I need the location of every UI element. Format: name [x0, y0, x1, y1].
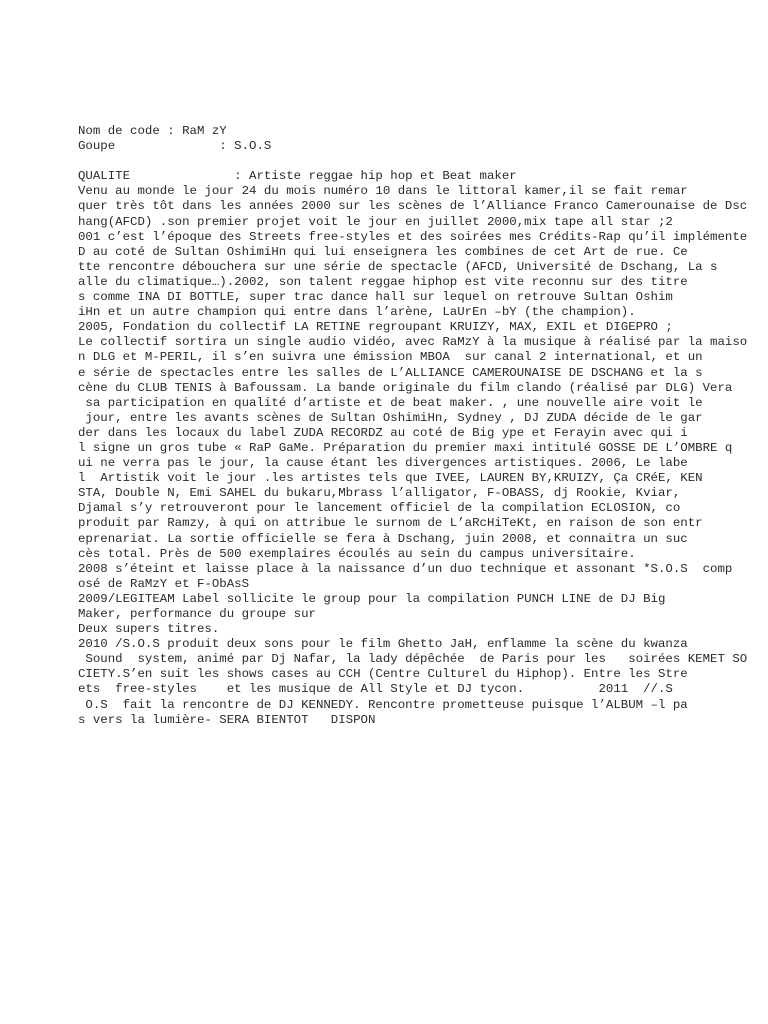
text-line: 2005, Fondation du collectif LA RETINE regroupant KRUIZY, MAX, EXIL et DIGEPRO ; — [78, 320, 673, 335]
text-line: Deux supers titres. — [78, 622, 220, 637]
text-line: jour, entre les avants scènes de Sultan OshimiHn, Sydney , DJ ZUDA décide de le gar — [78, 410, 703, 425]
text-line: s comme INA DI BOTTLE, super trac dance hall sur lequel on retrouve Sultan Oshim — [78, 290, 673, 305]
text-line: 001 c’est l’époque des Streets free-styles et des soirées mes Crédits-Rap qu’il implémente — [78, 229, 748, 244]
text-line: iHn et un autre champion qui entre dans l’arène, LaUrEn –bY (the champion). — [78, 305, 636, 320]
blank-line — [78, 154, 768, 169]
text-line: l signe un gros tube « RaP GaMe. Préparation du premier maxi intitulé GOSSE DE L’OMBRE q — [78, 440, 733, 455]
text-line: O.S fait la rencontre de DJ KENNEDY. Rencontre prometteuse puisque l’ALBUM –l pa — [78, 697, 688, 712]
text-line: CIETY.S’en suit les shows cases au CCH (Centre Culturel du Hiphop). Entre les Stre — [78, 667, 688, 682]
text-line: eprenariat. La sortie officielle se fera à Dschang, juin 2008, et connaitra un suc — [78, 531, 688, 546]
text-line: Venu au monde le jour 24 du mois numéro 10 dans le littoral kamer,il se fait remar — [78, 184, 688, 199]
text-line: cène du CLUB TENIS à Bafoussam. La bande originale du film clando (réalisé par DLG) Vera — [78, 380, 733, 395]
group-line: Goupe : S.O.S — [78, 139, 272, 154]
text-line: e série de spectacles entre les salles de L’ALLIANCE CAMEROUNAISE DE DSCHANG et la s — [78, 365, 703, 380]
text-line: Sound system, animé par Dj Nafar, la lady dépêchée de Paris pour les soirées KEMET SO — [78, 652, 748, 667]
text-line: ets free-styles et les musique de All Style et DJ tycon. 2011 //.S — [78, 682, 673, 697]
text-line: quer très tôt dans les années 2000 sur les scènes de l’Alliance Franco Camerounaise de Dsc — [78, 199, 748, 214]
text-line: Le collectif sortira un single audio vidéo, avec RaMzY à la musique à réalisé par la maiso — [78, 335, 748, 350]
text-line: produit par Ramzy, à qui on attribue le surnom de L’aRcHiTeKt, en raison de son entr — [78, 516, 703, 531]
document-page — [78, 124, 768, 728]
text-line: osé de RaMzY et F-ObAsS — [78, 576, 250, 591]
biography-text — [78, 169, 768, 727]
text-line: STA, Double N, Emi SAHEL du bukaru,Mbrass l’alligator, F-OBASS, dj Rookie, Kviar, — [78, 486, 681, 501]
text-line: Djamal s’y retrouveront pour le lancement officiel de la compilation ECLOSION, co — [78, 501, 681, 516]
text-line: QUALITE : Artiste reggae hip hop et Beat maker — [78, 169, 517, 184]
text-line: Maker, performance du groupe sur — [78, 607, 316, 621]
text-line: der dans les locaux du label ZUDA RECORDZ au coté de Big ype et Ferayin avec qui i — [78, 425, 688, 440]
text-line: s vers la lumière- SERA BIENTOT DISPON — [78, 712, 376, 727]
text-line: alle du climatique…).2002, son talent reggae hiphop est vite reconnu sur des titre — [78, 274, 688, 289]
text-line: 2008 s’éteint et laisse place à la naissance d’un duo technique et assonant *S.O.S comp — [78, 561, 733, 576]
text-line: 2009/LEGITEAM Label sollicite le group pour la compilation PUNCH LINE de DJ Big — [78, 591, 666, 606]
text-line: D au coté de Sultan OshimiHn qui lui enseignera les combines de cet Art de rue. Ce — [78, 244, 688, 259]
text-line: hang(AFCD) .son premier projet voit le jour en juillet 2000,mix tape all star ;2 — [78, 214, 673, 229]
text-line: tte rencontre débouchera sur une série de spectacle (AFCD, Université de Dschang, La s — [78, 259, 718, 274]
text-line: 2010 /S.O.S produit deux sons pour le film Ghetto JaH, enflamme la scène du kwanza — [78, 637, 688, 652]
text-line: ui ne verra pas le jour, la cause étant les divergences artistiques. 2006, Le labe — [78, 456, 688, 471]
text-line: l Artistik voit le jour .les artistes tels que IVEE, LAUREN BY,KRUIZY, Ça CRéE, KEN — [78, 471, 703, 486]
text-line: sa participation en qualité d’artiste et de beat maker. , une nouvelle aire voit le — [78, 395, 703, 410]
code-name-line: Nom de code : RaM zY — [78, 124, 227, 138]
text-line: n DLG et M-PERIL, il s’en suivra une émission MBOA sur canal 2 international, et un — [78, 350, 703, 365]
text-line: cès total. Près de 500 exemplaires écoulés au sein du campus universitaire. — [78, 546, 636, 561]
